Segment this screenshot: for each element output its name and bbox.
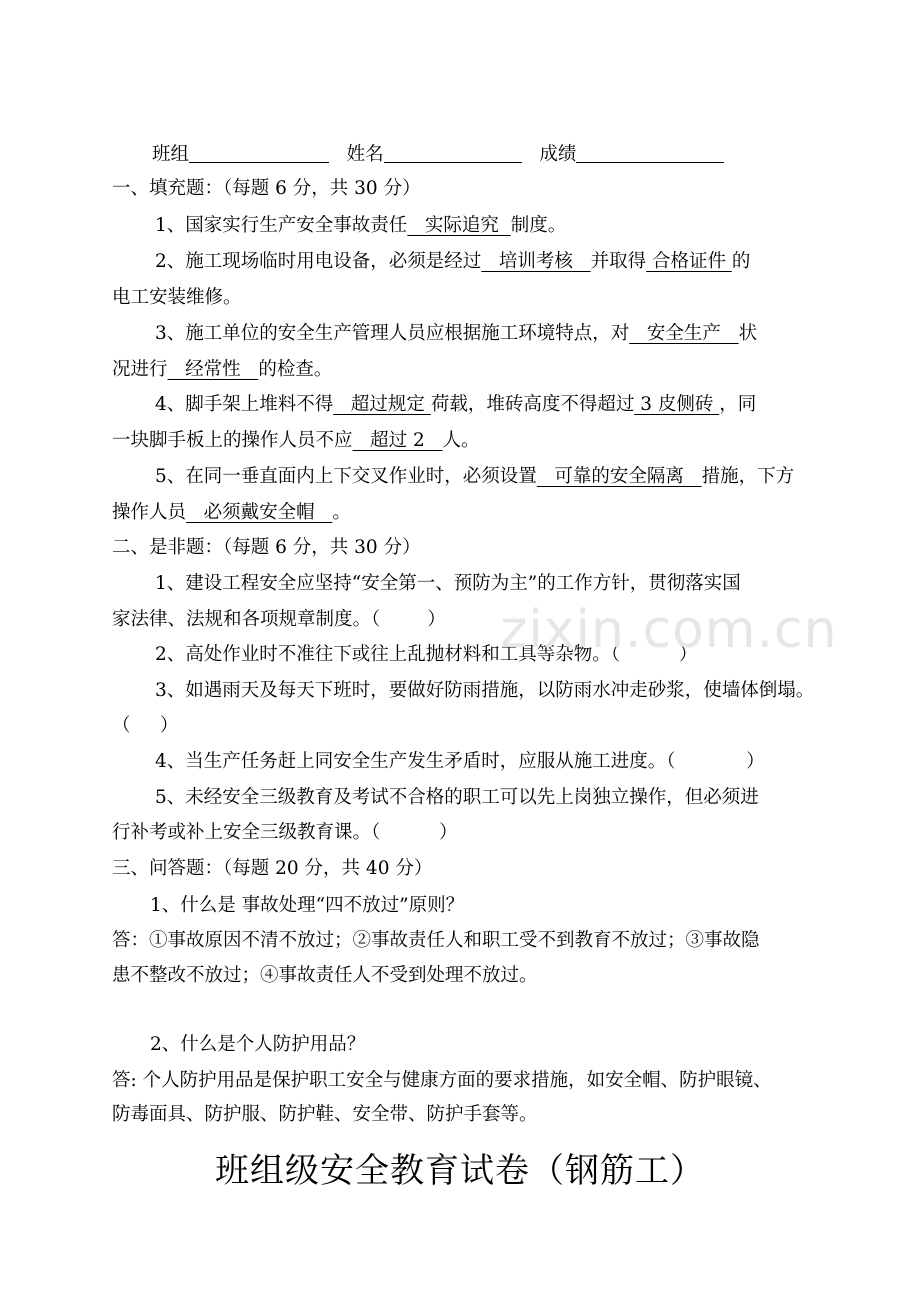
fill-question-3 (155, 320, 820, 348)
qa-answer-2-line1: 答: 个人防护用品是保护职工安全与健康方面的要求措施，如安全帽、防护眼镜、 (112, 1070, 772, 1091)
class-blank[interactable] (189, 142, 329, 163)
next-exam-title: 班组级安全教育试卷（钢筋工） (215, 1151, 705, 1191)
q3-answer-1: 安全生产 (629, 323, 739, 344)
q2-text-mid: 并取得 (590, 251, 647, 272)
qa-question-1: 1、什么是 事故处理“四不放过”原则？ (150, 895, 465, 916)
q2-answer-2: 合格证件 (646, 251, 732, 272)
q5-text: 5、在同一垂直面内上下交叉作业时，必须设置 (155, 466, 537, 487)
q1-text-end: 制度。 (510, 215, 567, 236)
tf-question-2: 2、高处作业时不准往下或往上乱抛材料和工具等杂物。（ ） (155, 644, 698, 665)
qa-answer-2-line2: 防毒面具、防护服、防护鞋、安全带、防护手套等。 (112, 1104, 538, 1125)
q4-text-mid: 荷载，堆砖高度不得超过 (430, 394, 635, 415)
tf-question-5-cont: 行补考或补上安全三级教育课。（ ） (112, 822, 458, 843)
q1-text: 1、国家实行生产安全事故责任 (155, 215, 408, 236)
watermark: zixin.com.cn (500, 600, 838, 660)
fill-question-1 (155, 212, 820, 240)
q4-text: 4、脚手架上堆料不得 (155, 394, 334, 415)
header-fields (152, 141, 820, 169)
tf-question-1-cont: 家法律、法规和各项规章制度。（ ） (112, 609, 446, 630)
q5-cont-end: 。 (332, 502, 351, 523)
name-label: 姓名 (346, 144, 384, 165)
q5-text-end: 措施，下方 (701, 466, 795, 487)
name-blank[interactable] (384, 142, 522, 163)
q4-answer-1: 超过规定 (333, 394, 431, 415)
section2-title: 二、是非题：（每题 6 分，共 30 分） (112, 537, 421, 558)
q3-cont-end: 的检查。 (258, 359, 333, 380)
section1-title: 一、填充题：（每题 6 分，共 30 分） (112, 178, 421, 199)
q3-answer-2: 经常性 (167, 359, 259, 380)
tf-question-1: 1、建设工程安全应坚持“安全第一、预防为主”的工作方针，贯彻落实国 (155, 573, 741, 594)
q4-answer-3: 超过 2 (352, 430, 443, 451)
fill-question-5-cont (112, 499, 820, 527)
q3-text-end: 状 (738, 323, 758, 344)
tf-question-4: 4、当生产任务赶上同安全生产发生矛盾时，应服从施工进度。（ ） (155, 751, 765, 772)
q4-cont-end: 人。 (442, 430, 480, 451)
qa-question-2: 2、什么是个人防护用品？ (150, 1034, 366, 1055)
score-label: 成绩 (539, 144, 577, 165)
q1-answer: 实际追究 (407, 215, 511, 236)
tf-question-3: 3、如遇雨天及每天下班时，要做好防雨措施，以防雨水冲走砂浆，使墙体倒塌。 (155, 680, 815, 701)
score-blank[interactable] (576, 142, 724, 163)
class-label: 班组 (152, 144, 190, 165)
section3-title: 三、问答题：（每题 20 分，共 40 分） (112, 858, 433, 879)
q5-answer-1: 可靠的安全隔离 (536, 466, 702, 487)
q5-answer-2: 必须戴安全帽 (186, 502, 333, 523)
fill-question-3-cont (112, 356, 820, 384)
qa-answer-1-line2: 患不整改不放过；④事故责任人不受到处理不放过。 (112, 965, 538, 986)
fill-question-4-cont (112, 427, 820, 455)
fill-question-2 (155, 248, 820, 276)
q3-cont-text: 况进行 (112, 359, 168, 380)
fill-question-5 (155, 463, 820, 491)
q4-text-end: ，同 (719, 394, 757, 415)
q4-cont-text: 一块脚手板上的操作人员不应 (112, 430, 353, 451)
q2-text-end: 的 (731, 251, 751, 272)
q5-cont-text: 操作人员 (112, 502, 187, 523)
fill-question-2-cont: 电工安装维修。 (112, 287, 242, 308)
tf-question-5: 5、未经安全三级教育及考试不合格的职工可以先上岗独立操作，但必须进 (155, 787, 759, 808)
tf-question-3-cont: （ ） (112, 715, 179, 736)
q3-text: 3、施工单位的安全生产管理人员应根据施工环境特点，对 (155, 323, 630, 344)
q2-text: 2、施工现场临时用电设备，必须是经过 (155, 251, 482, 272)
fill-question-4 (155, 391, 820, 419)
q2-answer-1: 培训考核 (481, 251, 591, 272)
qa-answer-1-line1: 答：①事故原因不清不放过；②事故责任人和职工受不到教育不放过；③事故隐 (112, 930, 760, 951)
q4-answer-2: 3 皮侧砖 (634, 394, 720, 415)
